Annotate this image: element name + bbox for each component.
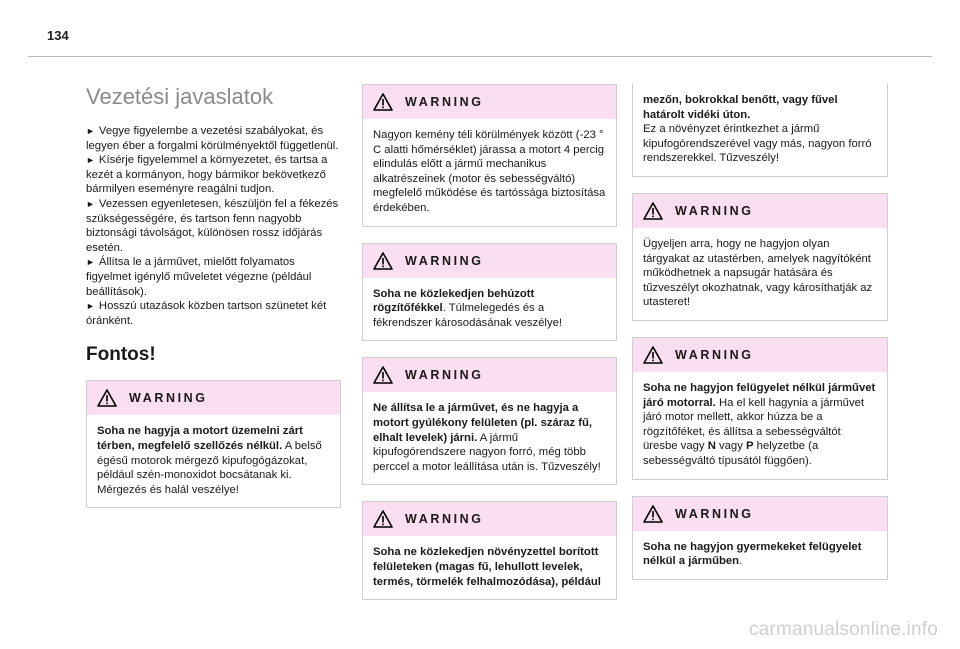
page-number: 134 [47, 28, 69, 43]
warning-triangle-icon [373, 510, 393, 528]
list-item: ► Állítsa le a járművet, mielőtt folyamatos figyelmet igénylő műveletet végezne (például beállítások). [86, 256, 312, 298]
list-item: ► Kísérje figyelemmel a környezetet, és tartsa a kezét a kormányon, hogy bármikor bekövetkező bármilyen eseményre reagálni tudjon. [86, 154, 328, 196]
warning-text: Soha ne hagyjon gyermekeket felügyelet nélkül a járműben. [643, 540, 862, 568]
warning-triangle-icon [373, 366, 393, 384]
warning-title: WARNING [675, 203, 754, 218]
warning-triangle-icon [643, 505, 663, 523]
warning-header [633, 497, 887, 531]
warning-title: WARNING [675, 506, 754, 521]
arrow-icon: ► [86, 155, 95, 166]
driving-tips-list [86, 124, 341, 328]
warning-header [633, 194, 887, 228]
arrow-icon: ► [86, 257, 95, 268]
warning-box [632, 337, 888, 480]
warning-triangle-icon [373, 93, 393, 111]
warning-header [363, 85, 616, 119]
warning-text: Ne állítsa le a járművet, és ne hagyja a motort gyúlékony felületen (pl. száraz fű, elhalt levelek) járni. A jármű kipufogórendszere nagyon forró, még több perccel a motor leállítása után is. Tűzveszély! [373, 402, 601, 473]
list-item: ► Vegye figyelembe a vezetési szabályokat, és legyen éber a forgalmi körülményektől függetlenül. [86, 125, 339, 152]
warning-header [633, 338, 887, 372]
list-item: ► Hosszú utazások közben tartson szünetet két óránként. [86, 300, 327, 327]
warning-title: WARNING [675, 347, 754, 362]
column-left [86, 84, 341, 524]
warning-text: Soha ne közlekedjen növényzettel borított felületeken (magas fű, lehullott levelek, termés, törmelék felhalmozódása), például [373, 546, 601, 588]
watermark: carmanualsonline.info [748, 619, 938, 640]
warning-box [362, 84, 617, 227]
warning-box [362, 357, 617, 485]
arrow-icon: ► [86, 301, 95, 312]
section-title: Vezetési javaslatok [86, 84, 274, 109]
warning-title: WARNING [405, 512, 484, 527]
warning-box [632, 496, 888, 580]
column-right [632, 84, 888, 596]
warning-header [363, 244, 616, 278]
warning-triangle-icon [373, 252, 393, 270]
warning-triangle-icon [643, 202, 663, 220]
warning-title: WARNING [405, 95, 484, 109]
warning-title: WARNING [405, 368, 484, 383]
warning-title: WARNING [129, 391, 208, 406]
warning-triangle-icon [643, 346, 663, 364]
warning-text: Soha ne hagyja a motort üzemelni zárt térben, megfelelő szellőzés nélkül. A belső égésű motorok mérgező kipufogógázokat, például szén-monoxidot bocsátanak ki. Mérgezés és halál veszélye! [97, 425, 322, 496]
warning-text: Soha ne hagyjon felügyelet nélkül járművet járó motorral. Ha el kell hagynia a járművet járó motor mellett, akkor húzza be a rögzítőféket, és állítsa a sebességváltót üresbe vagy N vagy P helyzetbe (a sebességváltó típusától függően). [643, 381, 876, 467]
warning-box [362, 501, 617, 600]
warning-triangle-icon [97, 389, 117, 407]
warning-header [363, 502, 616, 536]
warning-header [363, 358, 616, 392]
warning-text: Soha ne közlekedjen behúzott rögzítőfékkel. Túlmelegedés és a fékrendszer károsodásának veszélye! [373, 287, 563, 329]
warning-box [362, 243, 617, 342]
warning-text: Ügyeljen arra, hogy ne hagyjon olyan tárgyakat az utastérben, amelyek nagyítóként működhetnek a napsugár hatására és tűzveszélyt okozhatnak, vagy károsíthatják az utasteret! [643, 237, 873, 309]
warning-title: WARNING [405, 253, 484, 268]
important-heading: Fontos! [86, 344, 156, 366]
warning-text: Nagyon kemény téli körülmények között (-23 ° C alatti hőmérséklet) járassa a motort 4 percig elindulás előtt a jármű mechanikus alkatrészeinek (motor és sebességváltó) megfelelő működése és tartóssága biztosítása érdekében. [373, 129, 606, 214]
list-item: ► Vezessen egyenletesen, készüljön fel a fékezés szükségességére, és tartson fenn nagyobb biztonsági távolságot, különösen rossz időjárás esetén. [86, 197, 339, 254]
warning-box [86, 380, 341, 508]
arrow-icon: ► [86, 126, 95, 136]
warning-continuation [632, 84, 888, 177]
warning-text: mezőn, bokrokkal benőtt, vagy fűvel határolt vidéki úton. Ez a növényzet érintkezhet a jármű kipufogórendszerével vagy más, nagyon forró rendszerekkel. Tűzveszély! [643, 94, 872, 165]
arrow-icon: ► [86, 198, 95, 209]
warning-header [87, 381, 340, 415]
warning-box [632, 193, 888, 321]
top-rule [28, 56, 932, 57]
column-middle [362, 84, 617, 600]
